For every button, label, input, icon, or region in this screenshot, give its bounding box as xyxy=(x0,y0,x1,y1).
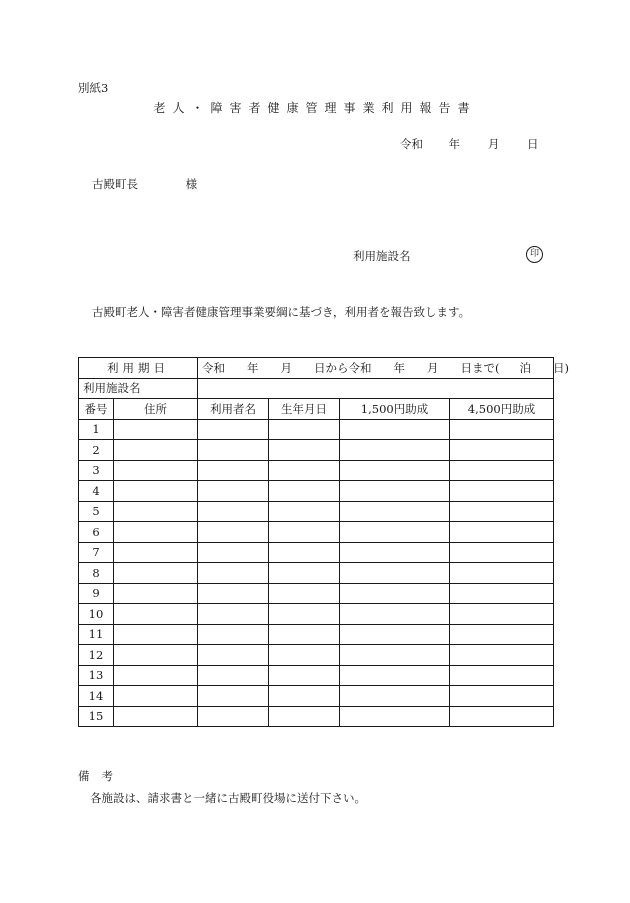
row-subsidy-4500[interactable] xyxy=(450,583,554,604)
row-subsidy-4500[interactable] xyxy=(450,645,554,666)
row-birthdate[interactable] xyxy=(269,583,340,604)
period-year1: 年 xyxy=(247,360,259,375)
row-address[interactable] xyxy=(114,542,198,563)
row-subsidy-1500[interactable] xyxy=(340,665,450,686)
row-address[interactable] xyxy=(114,419,198,440)
row-birthdate[interactable] xyxy=(269,460,340,481)
notes-body: 各施設は、請求書と一緒に古殿町役場に送付下さい。 xyxy=(90,791,366,805)
row-user-name[interactable] xyxy=(198,419,269,440)
row-subsidy-4500[interactable] xyxy=(450,419,554,440)
row-address[interactable] xyxy=(114,440,198,461)
table-row xyxy=(79,440,554,461)
period-month2: 月 xyxy=(427,360,439,375)
row-number: 15 xyxy=(79,706,114,727)
facility-value[interactable] xyxy=(198,378,554,399)
seal-mark: 印 xyxy=(526,246,543,263)
row-subsidy-4500[interactable] xyxy=(450,440,554,461)
addressee-name: 古殿町長 xyxy=(92,177,138,191)
row-subsidy-4500[interactable] xyxy=(450,665,554,686)
row-user-name[interactable] xyxy=(198,440,269,461)
period-nights: 泊 xyxy=(519,360,531,375)
date-day: 日 xyxy=(526,137,539,151)
row-subsidy-1500[interactable] xyxy=(340,686,450,707)
table-row xyxy=(79,624,554,645)
row-birthdate[interactable] xyxy=(269,645,340,666)
period-label: 利用期日 xyxy=(79,358,198,379)
row-user-name[interactable] xyxy=(198,583,269,604)
row-birthdate[interactable] xyxy=(269,563,340,584)
row-subsidy-4500[interactable] xyxy=(450,481,554,502)
row-number: 5 xyxy=(79,501,114,522)
row-birthdate[interactable] xyxy=(269,706,340,727)
row-user-name[interactable] xyxy=(198,542,269,563)
table-row xyxy=(79,522,554,543)
row-user-name[interactable] xyxy=(198,501,269,522)
row-birthdate[interactable] xyxy=(269,665,340,686)
row-number: 11 xyxy=(79,624,114,645)
row-address[interactable] xyxy=(114,686,198,707)
row-address[interactable] xyxy=(114,706,198,727)
report-date xyxy=(400,136,538,152)
row-address[interactable] xyxy=(114,665,198,686)
header-subsidy-4500: 4,500円助成 xyxy=(450,399,554,420)
row-number: 3 xyxy=(79,460,114,481)
period-row xyxy=(79,358,554,379)
row-number: 1 xyxy=(79,419,114,440)
row-address[interactable] xyxy=(114,481,198,502)
form-label: 別紙3 xyxy=(78,81,109,95)
period-value[interactable] xyxy=(198,358,569,379)
addressee-honorific: 様 xyxy=(185,177,198,191)
row-address[interactable] xyxy=(114,645,198,666)
date-year: 年 xyxy=(448,137,461,151)
period-days: 日) xyxy=(553,360,569,375)
row-birthdate[interactable] xyxy=(269,481,340,502)
table-row xyxy=(79,542,554,563)
row-number: 12 xyxy=(79,645,114,666)
row-subsidy-1500[interactable] xyxy=(340,460,450,481)
date-era: 令和 xyxy=(400,137,423,151)
header-number: 番号 xyxy=(79,399,114,420)
table-row xyxy=(79,481,554,502)
period-from: 日から令和 xyxy=(314,360,372,375)
row-number: 14 xyxy=(79,686,114,707)
period-year2: 年 xyxy=(393,360,405,375)
row-birthdate[interactable] xyxy=(269,522,340,543)
row-address[interactable] xyxy=(114,501,198,522)
row-number: 10 xyxy=(79,604,114,625)
row-user-name[interactable] xyxy=(198,665,269,686)
header-user-name: 利用者名 xyxy=(198,399,269,420)
table-row xyxy=(79,419,554,440)
row-number: 8 xyxy=(79,563,114,584)
facility-row xyxy=(79,378,554,399)
table-row xyxy=(79,501,554,522)
row-birthdate[interactable] xyxy=(269,440,340,461)
table-row xyxy=(79,583,554,604)
row-subsidy-4500[interactable] xyxy=(450,624,554,645)
row-birthdate[interactable] xyxy=(269,604,340,625)
row-user-name[interactable] xyxy=(198,481,269,502)
document-title: 老人・障害者健康管理事業利用報告書 xyxy=(153,101,477,115)
row-user-name[interactable] xyxy=(198,460,269,481)
row-user-name[interactable] xyxy=(198,686,269,707)
date-month: 月 xyxy=(487,137,500,151)
row-subsidy-1500[interactable] xyxy=(340,583,450,604)
row-user-name[interactable] xyxy=(198,624,269,645)
row-subsidy-1500[interactable] xyxy=(340,440,450,461)
facility-name-label: 利用施設名 xyxy=(353,249,411,263)
row-subsidy-1500[interactable] xyxy=(340,624,450,645)
facility-label: 利用施設名 xyxy=(79,378,198,399)
addressee xyxy=(92,176,197,192)
intro-text: 古殿町老人・障害者健康管理事業要綱に基づき，利用者を報告致します。 xyxy=(92,305,471,319)
row-number: 2 xyxy=(79,440,114,461)
row-subsidy-1500[interactable] xyxy=(340,419,450,440)
row-subsidy-4500[interactable] xyxy=(450,460,554,481)
row-birthdate[interactable] xyxy=(269,542,340,563)
row-subsidy-1500[interactable] xyxy=(340,563,450,584)
row-number: 4 xyxy=(79,481,114,502)
table-row xyxy=(79,460,554,481)
row-subsidy-4500[interactable] xyxy=(450,522,554,543)
row-subsidy-1500[interactable] xyxy=(340,501,450,522)
row-birthdate[interactable] xyxy=(269,419,340,440)
row-address[interactable] xyxy=(114,460,198,481)
period-month1: 月 xyxy=(280,360,292,375)
row-subsidy-1500[interactable] xyxy=(340,604,450,625)
row-subsidy-1500[interactable] xyxy=(340,706,450,727)
row-number: 9 xyxy=(79,583,114,604)
row-subsidy-4500[interactable] xyxy=(450,706,554,727)
table-row xyxy=(79,645,554,666)
row-subsidy-4500[interactable] xyxy=(450,686,554,707)
row-address[interactable] xyxy=(114,522,198,543)
row-user-name[interactable] xyxy=(198,645,269,666)
table-row xyxy=(79,706,554,727)
table-row xyxy=(79,686,554,707)
row-birthdate[interactable] xyxy=(269,624,340,645)
row-number: 7 xyxy=(79,542,114,563)
row-subsidy-4500[interactable] xyxy=(450,604,554,625)
row-number: 13 xyxy=(79,665,114,686)
header-birthdate: 生年月日 xyxy=(269,399,340,420)
report-table xyxy=(78,357,569,727)
row-subsidy-4500[interactable] xyxy=(450,563,554,584)
header-subsidy-1500: 1,500円助成 xyxy=(340,399,450,420)
row-address[interactable] xyxy=(114,563,198,584)
row-address[interactable] xyxy=(114,624,198,645)
row-birthdate[interactable] xyxy=(269,501,340,522)
notes-heading: 備考 xyxy=(78,769,125,783)
row-birthdate[interactable] xyxy=(269,686,340,707)
row-user-name[interactable] xyxy=(198,522,269,543)
row-user-name[interactable] xyxy=(198,706,269,727)
row-subsidy-1500[interactable] xyxy=(340,481,450,502)
header-address: 住所 xyxy=(114,399,198,420)
row-address[interactable] xyxy=(114,583,198,604)
row-subsidy-4500[interactable] xyxy=(450,501,554,522)
row-subsidy-1500[interactable] xyxy=(340,522,450,543)
table-row xyxy=(79,665,554,686)
header-row xyxy=(79,399,554,420)
row-subsidy-4500[interactable] xyxy=(450,542,554,563)
table-row xyxy=(79,604,554,625)
row-number: 6 xyxy=(79,522,114,543)
row-address[interactable] xyxy=(114,604,198,625)
row-user-name[interactable] xyxy=(198,563,269,584)
table-row xyxy=(79,563,554,584)
row-subsidy-1500[interactable] xyxy=(340,542,450,563)
period-to: 日まで( xyxy=(460,360,500,375)
row-subsidy-1500[interactable] xyxy=(340,645,450,666)
period-era1: 令和 xyxy=(202,360,225,375)
row-user-name[interactable] xyxy=(198,604,269,625)
